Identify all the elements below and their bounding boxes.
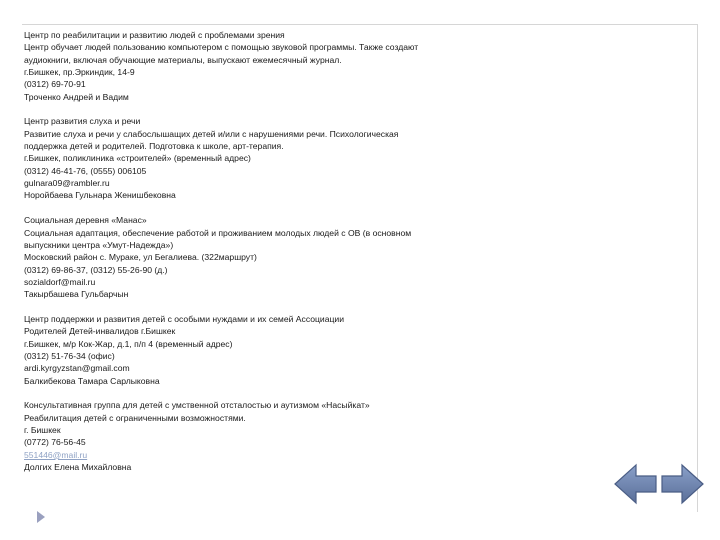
org-description: Центр обучает людей пользованию компьютером с помощью звуковой программы. Также создают (24, 42, 419, 53)
org-phone: (0312) 51-76-34 (офис) (24, 350, 115, 361)
org-phone: (0312) 69-86-37, (0312) 55-26-90 (д.) (24, 264, 168, 275)
org-address: Московский район с. Мураке, ул Бегалиева. (322маршрут) (24, 252, 257, 263)
org-address: г.Бишкек, поликлиника «строителей» (временный адрес) (24, 153, 251, 164)
org-title: Центр поддержки и развития детей с особыми нуждами и их семей Ассоциации (24, 313, 345, 324)
org-address: г.Бишкек, пр.Эркиндик, 14-9 (24, 67, 135, 78)
org-phone: (0772) 76-56-45 (24, 437, 86, 448)
org-description: аудиокниги, включая обучающие материалы, выпускают ежемесячный журнал. (24, 54, 342, 65)
org-phone: (0312) 69-70-91 (24, 79, 86, 90)
back-forward-arrows-icon[interactable] (612, 462, 706, 506)
org-title: Консультативная группа для детей с умственной отсталостью и аутизмом «Насыйкат» (24, 400, 370, 411)
org-description: Реабилитация детей с ограниченными возможностями. (24, 412, 246, 423)
forward-arrow-icon[interactable] (662, 465, 703, 503)
right-divider (697, 24, 698, 512)
org-address: г. Бишкек (24, 425, 61, 435)
org-contact-person: Троченко Андрей и Вадим (24, 91, 129, 102)
org-phone: (0312) 46-41-76, (0555) 006105 (24, 165, 147, 176)
org-address: г.Бишкек, м/р Кок-Жар, д.1, п/п 4 (временный адрес) (24, 338, 233, 349)
org-title: Центр развития слуха и речи (24, 116, 141, 127)
org-contact-person: Норойбаева Гульнара Женишбековна (24, 190, 176, 201)
org-contact-person: Долгих Елена Михайловна (24, 462, 132, 473)
org-block-nasyikat (24, 399, 684, 473)
org-email: sozialdorf@mail.ru (24, 276, 96, 287)
org-title: Родителей Детей-инвалидов г.Бишкек (24, 326, 176, 337)
back-arrow-icon[interactable] (615, 465, 656, 503)
org-description: Социальная адаптация, обеспечение работой и проживанием молодых людей с ОВ (в основном (24, 227, 412, 238)
org-email: ardi.kyrgyzstan@gmail.com (24, 363, 130, 374)
org-description: выпускники центра «Умут-Надежда») (24, 239, 174, 250)
top-divider (22, 24, 698, 25)
org-contact-person: Такырбашева Гульбарчын (24, 289, 129, 300)
org-email-link[interactable]: 551446@mail.ru (24, 449, 88, 460)
org-description: Развитие слуха и речи у слабослышащих детей и/или с нарушениями речи. Психологическая (24, 128, 399, 139)
org-block-social-village (24, 214, 684, 300)
org-title: Центр по реабилитации и развитию людей с проблемами зрения (24, 30, 285, 40)
org-block-support-center (24, 313, 684, 387)
org-title: Социальная деревня «Манас» (24, 215, 147, 226)
organizations-list (24, 29, 684, 486)
navigation-arrows[interactable] (612, 462, 706, 506)
org-email: gulnara09@rambler.ru (24, 178, 110, 189)
org-contact-person: Балкибекова Тамара Сарлыковна (24, 375, 160, 386)
org-block-hearing-center (24, 115, 684, 201)
org-description: поддержка детей и родителей. Подготовка к школе, арт-терапия. (24, 141, 284, 152)
org-block-vision-center (24, 29, 684, 103)
triangle-marker-icon (37, 511, 45, 523)
